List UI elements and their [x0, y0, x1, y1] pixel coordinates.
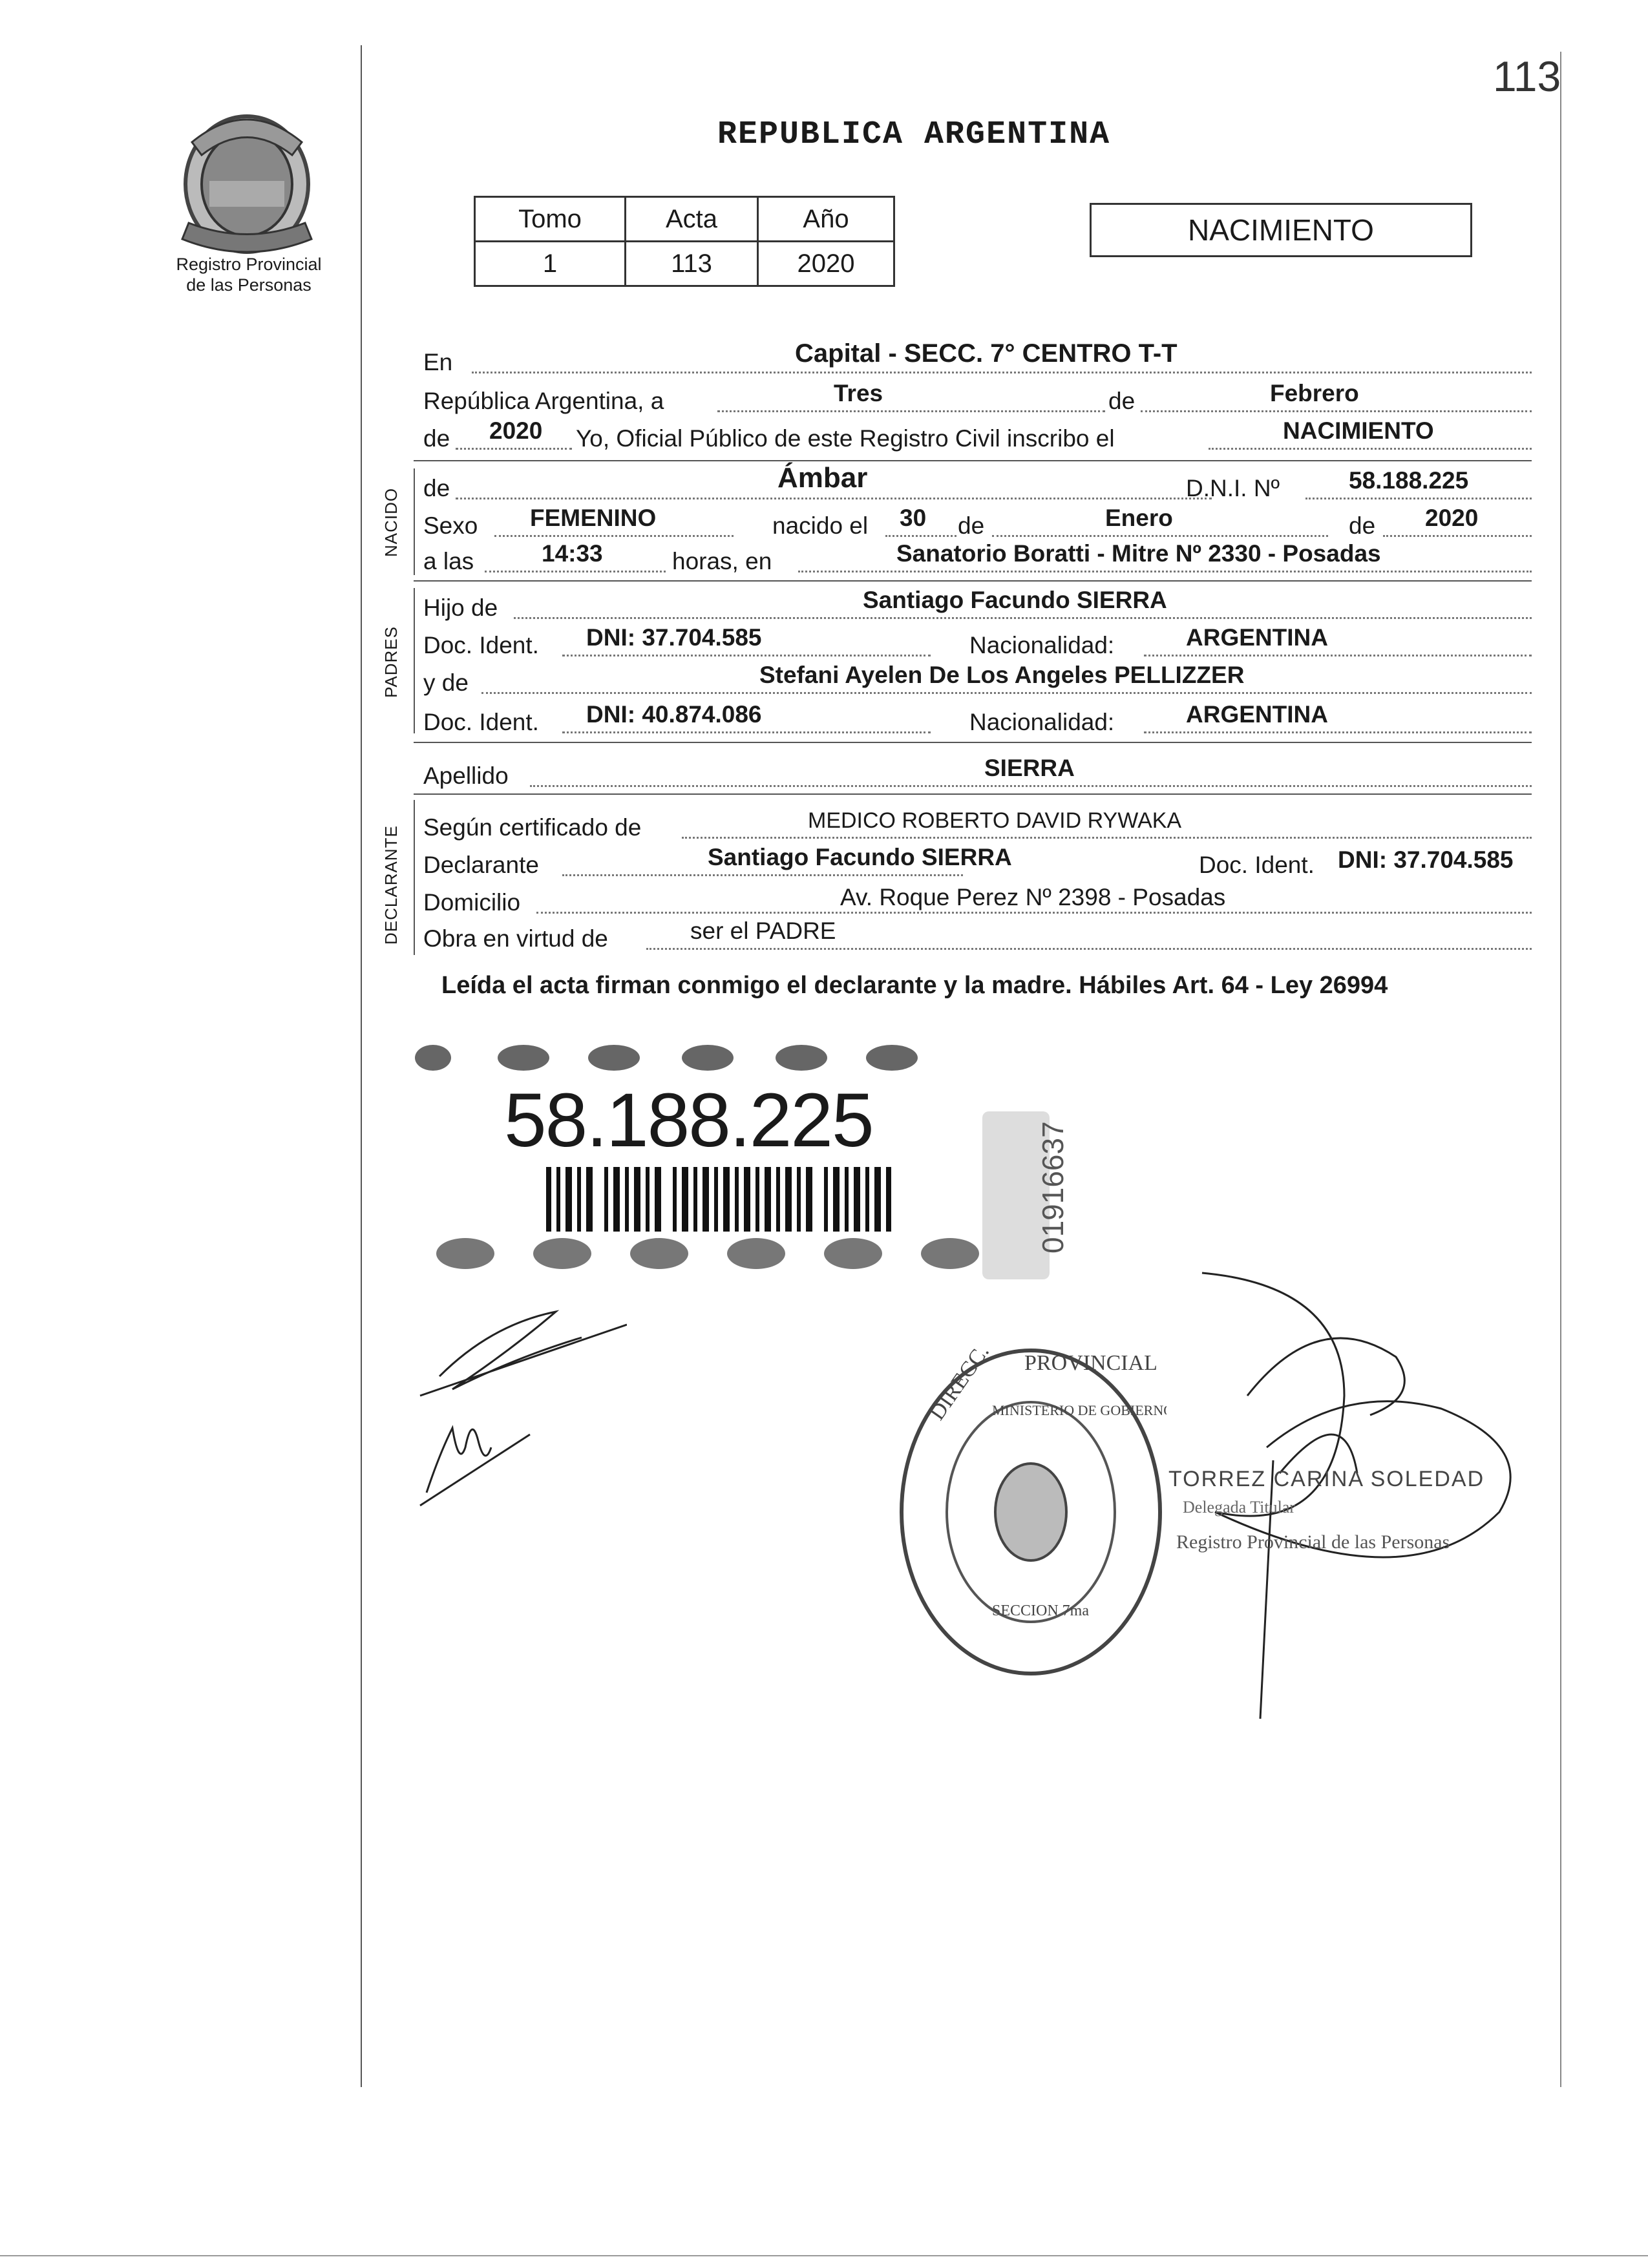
dots [481, 692, 1532, 694]
header-tomo: Tomo [475, 197, 626, 242]
value-domicilio: Av. Roque Perez Nº 2398 - Posadas [840, 884, 1226, 910]
row-en [423, 339, 1532, 380]
dots [456, 448, 572, 450]
row-inscripcion [423, 419, 1532, 456]
label-obra: Obra en virtud de [423, 925, 608, 952]
left-margin-line [361, 45, 362, 2087]
dots [456, 498, 1212, 499]
label-de2: de [423, 425, 450, 452]
official-name: TORREZ CARINA SOLEDAD [1168, 1467, 1485, 1491]
divider-nacido-top [414, 460, 1532, 461]
closing-statement: Leída el acta firman conmigo el declarante y la madre. Hábiles Art. 64 - Ley 26994 [441, 972, 1388, 999]
official-signature-scribble [1150, 1266, 1538, 1722]
label-republica: República Argentina, a [423, 388, 664, 414]
dots [798, 571, 1532, 572]
barcode [546, 1167, 895, 1235]
row-obra [423, 919, 1532, 956]
dots [1144, 655, 1532, 656]
document-title: REPUBLICA ARGENTINA [717, 116, 1111, 153]
dots [562, 655, 931, 656]
value-dni: 58.188.225 [1349, 467, 1469, 494]
label-sexo: Sexo [423, 512, 478, 539]
row-certificado [423, 808, 1532, 845]
label-doc-padre: Doc. Ident. [423, 632, 539, 658]
dots [717, 410, 1105, 412]
value-nac-anio: 2020 [1425, 505, 1479, 531]
svg-text:DIRECC. GRAL.: DIRECC. GRAL. [925, 1344, 1035, 1425]
header-acta: Acta [626, 197, 758, 242]
row-padre-doc [423, 625, 1532, 663]
declarant-signature [414, 1299, 627, 1522]
label-nacionalidad-padre: Nacionalidad: [969, 632, 1115, 658]
right-margin-line [1560, 52, 1561, 2087]
label-nac-de: de [958, 512, 985, 539]
value-lugar-nacimiento: Sanatorio Boratti - Mitre Nº 2330 - Posadas [896, 540, 1381, 567]
value-nac-mes: Enero [1105, 505, 1173, 531]
value-declarante: Santiago Facundo SIERRA [708, 844, 1012, 870]
dots [682, 837, 1532, 839]
label-hijo-de: Hijo de [423, 594, 498, 621]
value-inscribo: NACIMIENTO [1283, 417, 1434, 444]
svg-text:PROVINCIAL: PROVINCIAL [1024, 1351, 1157, 1375]
value-nacionalidad-madre: ARGENTINA [1186, 701, 1328, 728]
label-doc-madre: Doc. Ident. [423, 709, 539, 735]
svg-text:SECCION 7ma: SECCION 7ma [992, 1602, 1089, 1619]
page-number: 113 [1493, 52, 1561, 100]
row-hora [423, 541, 1532, 579]
dots [562, 874, 963, 876]
dots [536, 912, 1532, 914]
dots [562, 731, 931, 733]
official-organization: Registro Provincial de las Personas [1176, 1531, 1450, 1553]
dots [992, 535, 1328, 537]
logo-caption [142, 254, 355, 295]
dots [885, 535, 956, 537]
value-obra: ser el PADRE [690, 918, 836, 944]
registry-table [474, 196, 895, 287]
row-padre [423, 588, 1532, 625]
label-horas-en: horas, en [672, 548, 772, 574]
label-doc-declarante: Doc. Ident. [1199, 852, 1315, 878]
dots [514, 617, 1532, 619]
value-sexo: FEMENINO [530, 505, 657, 531]
dots [1305, 498, 1532, 499]
divider-declarante-top [414, 793, 1532, 795]
value-apellido: SIERRA [984, 755, 1075, 781]
value-nac-dia: 30 [900, 505, 927, 531]
value-anio-inscripcion: 2020 [489, 417, 543, 444]
dots [646, 948, 1532, 950]
value-doc-madre: DNI: 40.874.086 [586, 701, 762, 728]
dots [1383, 535, 1532, 537]
label-nacido-el: nacido el [772, 512, 869, 539]
bracket-padres [414, 588, 415, 733]
row-nombre [423, 462, 1532, 506]
serial-sticker [982, 1111, 1070, 1279]
dots [1209, 448, 1532, 450]
value-doc-declarante: DNI: 37.704.585 [1338, 846, 1514, 873]
label-de: de [1108, 388, 1136, 414]
label-nacionalidad-madre: Nacionalidad: [969, 709, 1115, 735]
dots [472, 372, 1532, 373]
label-dni: D.N.I. Nº [1186, 475, 1280, 501]
logo-caption-line2: de las Personas [186, 275, 312, 295]
value-anio: 2020 [758, 242, 894, 286]
label-a-las: a las [423, 548, 474, 574]
label-apellido: Apellido [423, 762, 509, 789]
section-label-nacido: NACIDO [381, 487, 401, 557]
header-anio: Año [758, 197, 894, 242]
bottom-edge-line [0, 2255, 1648, 2256]
label-oficial: Yo, Oficial Público de este Registro Civil inscribo el [576, 425, 1115, 452]
row-apellido [423, 756, 1532, 793]
province-seal-logo [169, 103, 324, 258]
dots [485, 571, 666, 572]
value-certificado: MEDICO ROBERTO DAVID RYWAKA [808, 808, 1182, 833]
label-nombre-de: de [423, 475, 450, 501]
row-fecha [423, 381, 1532, 419]
serial-number: 01916637 [1036, 1121, 1070, 1254]
bracket-nacido [414, 468, 415, 575]
divider-padres-top [414, 580, 1532, 582]
divider-apellido-top [414, 742, 1532, 743]
dots [1141, 410, 1532, 412]
value-mes: Febrero [1270, 380, 1359, 406]
row-madre [423, 663, 1532, 700]
section-label-padres: PADRES [381, 626, 401, 698]
label-declarante: Declarante [423, 852, 539, 878]
label-en: En [423, 349, 453, 375]
bracket-declarante [414, 800, 415, 955]
row-domicilio [423, 883, 1532, 920]
value-doc-padre: DNI: 37.704.585 [586, 624, 762, 651]
watermark-row-bottom [414, 1234, 1021, 1273]
dots [1144, 731, 1532, 733]
value-nombre: Ámbar [777, 462, 868, 494]
value-acta: 113 [626, 242, 758, 286]
label-domicilio: Domicilio [423, 889, 521, 916]
section-label-declarante: DECLARANTE [381, 825, 401, 945]
value-nacionalidad-padre: ARGENTINA [1186, 624, 1328, 651]
logo-caption-line1: Registro Provincial [176, 255, 322, 274]
row-sexo [423, 506, 1532, 543]
act-type-box: NACIMIENTO [1090, 203, 1472, 257]
row-declarante [423, 845, 1532, 883]
watermark-row-top [414, 1042, 995, 1074]
row-madre-doc [423, 702, 1532, 740]
value-dia: Tres [834, 380, 883, 406]
value-madre: Stefani Ayelen De Los Angeles PELLIZZER [759, 662, 1245, 688]
label-nac-de2: de [1349, 512, 1376, 539]
official-stamp [895, 1344, 1167, 1683]
value-hora: 14:33 [542, 540, 603, 567]
dots [530, 785, 1532, 787]
value-lugar-registro: Capital - SECC. 7° CENTRO T-T [795, 339, 1178, 368]
svg-text:MINISTERIO DE GOBIERNO: MINISTERIO DE GOBIERNO [992, 1402, 1167, 1418]
label-dni-number: 58.188.225 [504, 1078, 873, 1163]
value-tomo: 1 [475, 242, 626, 286]
label-y-de: y de [423, 669, 469, 696]
official-role: Delegada Titular [1183, 1498, 1296, 1517]
label-certificado: Según certificado de [423, 814, 642, 841]
value-padre: Santiago Facundo SIERRA [863, 587, 1167, 613]
dots [494, 535, 734, 537]
